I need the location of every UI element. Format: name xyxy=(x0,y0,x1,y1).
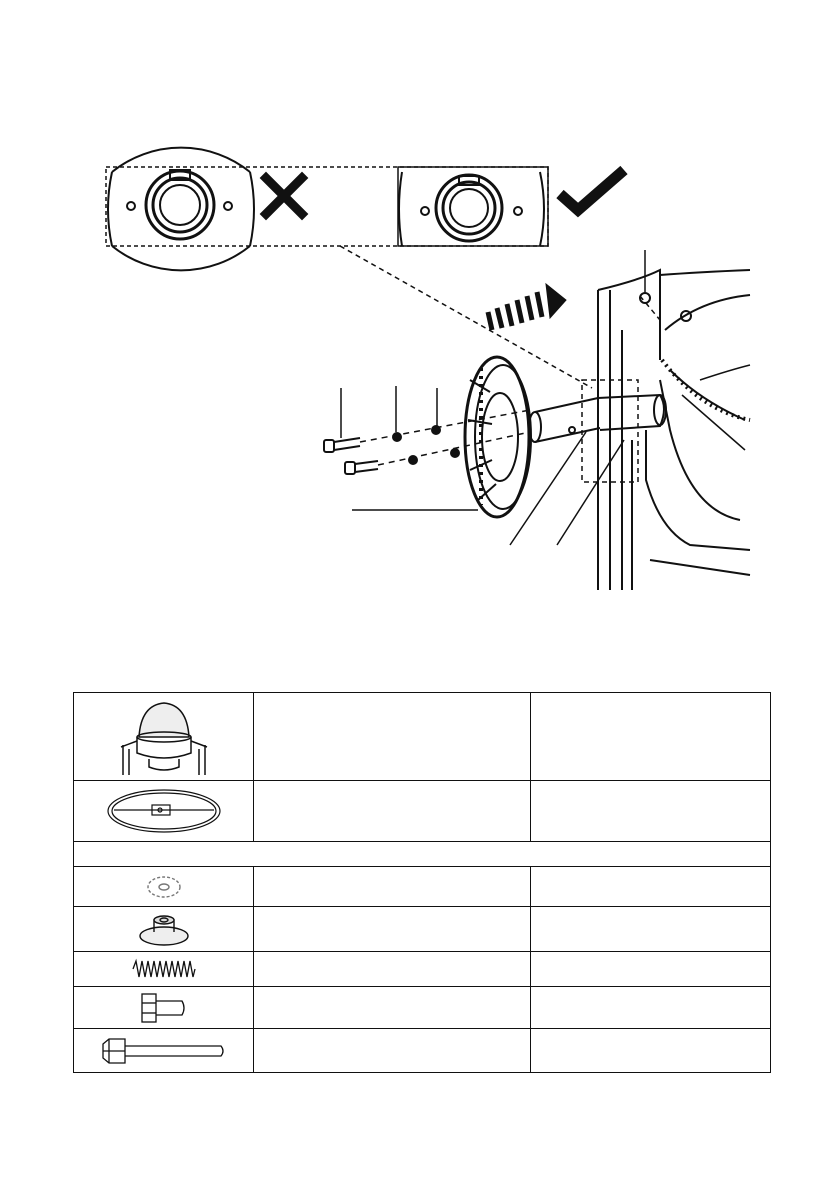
nut-cap-icon xyxy=(74,907,254,952)
part-qty-cell xyxy=(531,907,771,952)
table-row xyxy=(74,693,771,781)
part-name-cell xyxy=(254,1029,531,1073)
table-section-header xyxy=(74,842,771,867)
part-name-cell xyxy=(254,693,531,781)
washer-icon xyxy=(74,867,254,907)
part-qty-cell xyxy=(531,1029,771,1073)
handwheel-part xyxy=(465,357,531,517)
part-qty-cell xyxy=(531,952,771,987)
table-row xyxy=(74,1029,771,1073)
right-disc-detail xyxy=(398,167,548,246)
table-row xyxy=(74,781,771,842)
short-bolt-icon xyxy=(74,987,254,1029)
part-qty-cell xyxy=(531,867,771,907)
striped-arrow-icon xyxy=(488,284,566,330)
part-name-cell xyxy=(254,867,531,907)
check-mark-icon xyxy=(560,170,624,210)
spring-icon xyxy=(74,952,254,987)
mixer-drum-icon xyxy=(74,693,254,781)
part-qty-cell xyxy=(531,781,771,842)
section-header-cell xyxy=(74,842,771,867)
parts-table xyxy=(73,692,771,1073)
part-name-cell xyxy=(254,952,531,987)
part-name-cell xyxy=(254,781,531,842)
long-bolt-icon xyxy=(74,1029,254,1073)
table-row xyxy=(74,987,771,1029)
wrong-disc-detail xyxy=(108,148,254,271)
bolts xyxy=(324,410,530,474)
part-qty-cell xyxy=(531,693,771,781)
mixer-frame xyxy=(598,270,750,590)
handwheel-icon xyxy=(74,781,254,842)
part-name-cell xyxy=(254,987,531,1029)
part-qty-cell xyxy=(531,987,771,1029)
table-row xyxy=(74,952,771,987)
cross-mark-icon xyxy=(266,178,302,214)
table-row xyxy=(74,907,771,952)
part-name-cell xyxy=(254,907,531,952)
table-row xyxy=(74,867,771,907)
